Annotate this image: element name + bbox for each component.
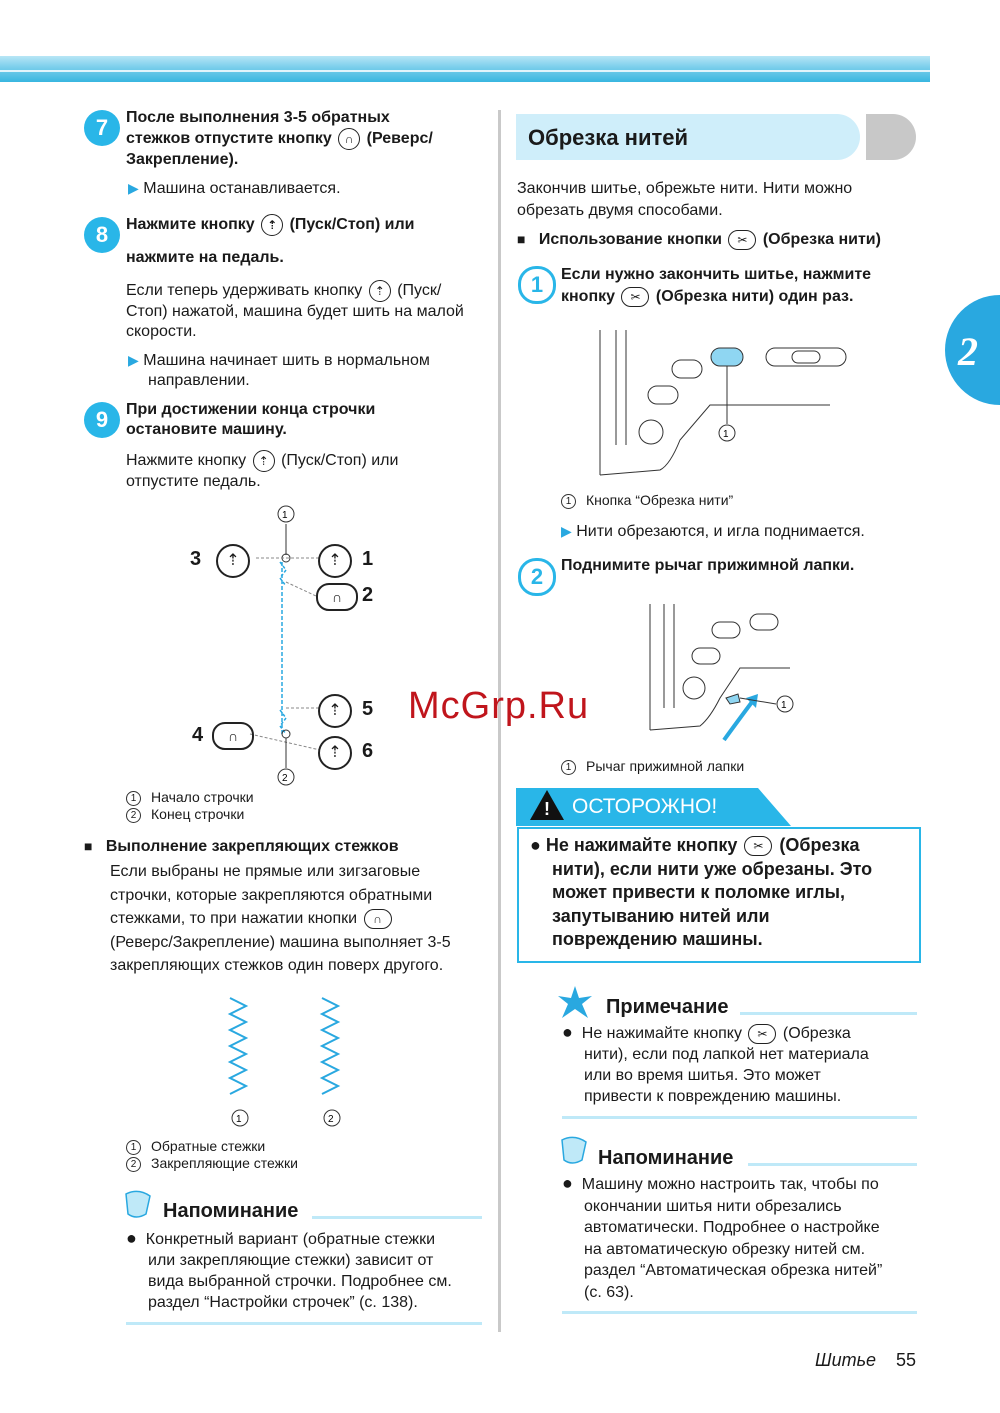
sequence-label-1: 1 — [362, 548, 374, 570]
right-memo-body: ● Машину можно настроить так, чтобы по окончании шитья нити обрезались автоматически. Подробнее о настройке на автоматическую обрезку нитей см. раздел “Автоматическая обрезка нитей” (с. 63). — [562, 1173, 883, 1301]
thread-cutter-button-icon: ✂ — [728, 230, 756, 250]
section-header-tab — [866, 114, 916, 160]
panel-button — [672, 360, 702, 378]
diagram1-legend: 1 Начало строчки 2 Конец строчки — [126, 789, 254, 823]
bell-icon — [120, 1188, 156, 1224]
step-8-body: Если теперь удерживать кнопку ⇡ (Пуск/ Стоп) нажатой, машина будет шить на малой скорости. — [126, 280, 491, 342]
fastening-stitch-zigzag — [322, 998, 338, 1094]
step-7-result: ▶ Машина останавливается. — [128, 180, 341, 197]
start-stop-button-icon: ⇡ — [261, 214, 283, 236]
right-step-2-instruction: Поднимите рычаг прижимной лапки. — [561, 557, 855, 574]
sequence-label-6: 6 — [362, 740, 374, 762]
bullet: ● — [126, 1228, 137, 1248]
sequence-label-4: 4 — [192, 724, 204, 746]
presser-lever — [726, 694, 740, 704]
thread-cutter-button — [711, 348, 743, 366]
note-body: ● Не нажимайте кнопку ✂ (Обрезка нити), если под лапкой нет материала или во время шитья. Это может привести к повреждению машины. — [562, 1022, 869, 1105]
right-memo-title-line — [748, 1163, 917, 1166]
leader-line-2 — [286, 582, 316, 596]
note-title: Примечание — [606, 996, 729, 1018]
legend-marker: 2 — [126, 808, 141, 823]
note-bottom-line — [562, 1116, 917, 1119]
right-step-2-badge: 2 — [518, 558, 556, 596]
right-step-1-badge: 1 — [518, 266, 556, 304]
panel-button — [750, 614, 778, 630]
diagram2-legend: 1 Обратные стежки 2 Закрепляющие стежки — [126, 1138, 298, 1172]
legend-marker: 1 — [561, 760, 576, 775]
result-arrow-icon: ▶ — [128, 180, 139, 196]
sparkle-icon — [556, 984, 594, 1022]
zigzag-marker-2-number: 2 — [328, 1114, 334, 1125]
lift-arrow-icon — [724, 702, 752, 740]
left-memo-bottom-line — [126, 1322, 482, 1325]
speed-slider-knob — [792, 351, 820, 363]
reverse-button-icon: ∩ — [364, 909, 392, 929]
fastening-heading: ■ Выполнение закрепляющих стежков — [84, 838, 399, 855]
thread-cut-subheading: ■ Использование кнопки ✂ (Обрезка нити) — [517, 231, 881, 248]
zigzag-diagram — [220, 990, 360, 1130]
callout-number: 1 — [781, 700, 787, 711]
step-9-badge: 9 — [84, 402, 120, 438]
watermark: McGrp.Ru — [408, 685, 590, 727]
leader-line-6 — [250, 734, 320, 750]
section-intro: Закончив шитье, обрежьте нити. Нити можно обрезать двумя способами. — [517, 180, 853, 219]
machine-outline — [600, 405, 830, 475]
caution-title: ОСТОРОЖНО! — [572, 795, 718, 818]
legend-marker: 1 — [126, 791, 141, 806]
step-9-instruction: При достижении конца строчки остановите машину. — [126, 401, 376, 438]
reverse-stitches — [280, 562, 286, 586]
start-stop-button-icon: ⇡ — [369, 280, 391, 302]
end-point — [282, 730, 290, 738]
panel-button — [648, 386, 678, 404]
left-memo-body: ● Конкретный вариант (обратные стежки или закрепляющие стежки) зависит от вида выбранной строчки. Подробнее см. раздел “Настройки строчек” (с. 138). — [126, 1228, 452, 1311]
chapter-number: 2 — [958, 329, 978, 374]
left-memo-title: Напоминание — [163, 1200, 299, 1222]
bullet: ● — [530, 835, 541, 855]
warning-icon-mark: ! — [544, 799, 550, 819]
right-memo-title: Напоминание — [598, 1147, 734, 1169]
bell-icon — [556, 1134, 592, 1170]
presser-lever-illustration — [640, 598, 800, 748]
step-7-badge: 7 — [84, 110, 120, 146]
note-title-line — [740, 1012, 917, 1015]
start-stop-icon-5: ⇡ — [318, 694, 352, 728]
step-8-instruction: Нажмите кнопку ⇡ (Пуск/Стоп) или нажмите на педаль. — [126, 214, 486, 268]
result-arrow-icon: ▶ — [128, 352, 139, 368]
panel-button — [692, 648, 720, 664]
section-title: Обрезка нитей — [528, 125, 689, 150]
panel-round-button — [683, 677, 705, 699]
reverse-icon-4: ∩ — [212, 722, 254, 750]
step-8-result: ▶ Машина начинает шить в нормальном направлении. — [128, 352, 430, 389]
legend-marker: 2 — [126, 1157, 141, 1172]
right-step-1-instruction: Если нужно закончить шитье, нажмите кнопку ✂ (Обрезка нити) один раз. — [561, 266, 872, 305]
bell-shape — [126, 1191, 150, 1217]
bullet: ● — [562, 1022, 573, 1042]
legend-marker: 1 — [561, 494, 576, 509]
sequence-label-2: 2 — [362, 584, 374, 606]
reverse-stitch-zigzag — [230, 998, 246, 1094]
panel-button — [712, 622, 740, 638]
start-stop-icon-3: ⇡ — [216, 544, 250, 578]
sequence-label-3: 3 — [190, 548, 202, 570]
zigzag-marker-1-number: 1 — [236, 1114, 242, 1125]
start-stop-icon-6: ⇡ — [318, 736, 352, 770]
start-stop-icon-1: ⇡ — [318, 544, 352, 578]
start-stop-button-icon: ⇡ — [253, 450, 275, 472]
thread-cutter-button-icon: ✂ — [744, 836, 772, 856]
legend-marker: 1 — [126, 1140, 141, 1155]
panel-round-button — [639, 420, 663, 444]
end-marker-number: 2 — [282, 773, 288, 784]
right-memo-bottom-line — [562, 1311, 917, 1314]
result-arrow-icon: ▶ — [561, 523, 572, 539]
caution-body: ● Не нажимайте кнопку ✂ (Обрезка нити), если нити уже обрезаны. Это может привести к поломке иглы, запутыванию нитей или повреждению машины. — [530, 835, 873, 949]
thread-cutter-button-icon: ✂ — [621, 287, 649, 307]
sequence-label-5: 5 — [362, 698, 374, 720]
footer-page-number: 55 — [896, 1350, 917, 1370]
step-9-body: Нажмите кнопку ⇡ (Пуск/Стоп) или отпустите педаль. — [126, 450, 491, 492]
bullet: ● — [562, 1173, 573, 1193]
right-step-1-legend: 1 Кнопка “Обрезка нити” — [561, 492, 733, 509]
step-8-badge: 8 — [84, 217, 120, 253]
machine-outline — [650, 668, 790, 730]
callout-number: 1 — [723, 429, 729, 440]
thread-cutter-button-icon: ✂ — [748, 1024, 776, 1044]
reverse-button-icon: ∩ — [338, 128, 360, 150]
bell-shape — [562, 1137, 586, 1163]
right-step-2-legend: 1 Рычаг прижимной лапки — [561, 758, 744, 775]
leader-line — [740, 698, 776, 704]
reverse-icon-2: ∩ — [316, 583, 358, 611]
right-step-1-result: ▶ Нити обрезаются, и игла поднимается. — [561, 523, 865, 540]
fastening-body: Если выбраны не прямые или зигзаговые строчки, которые закрепляются обратными стежками, то при нажатии кнопки ∩ (Реверс/Закрепление) машина выполняет 3-5 закрепляющих стежков один поверх другого. — [110, 863, 451, 974]
machine-buttons-illustration — [580, 320, 850, 490]
left-memo-title-line — [312, 1216, 482, 1219]
start-marker-number: 1 — [282, 510, 288, 521]
step-7-instruction: После выполнения 3-5 обратных стежков отпустите кнопку ∩ (Реверс/ Закрепление). — [126, 109, 433, 168]
header-bar-highlight — [0, 70, 930, 72]
header-bar — [0, 56, 930, 82]
footer-section-name: Шитье — [815, 1350, 877, 1370]
sparkle-shape — [558, 986, 592, 1018]
